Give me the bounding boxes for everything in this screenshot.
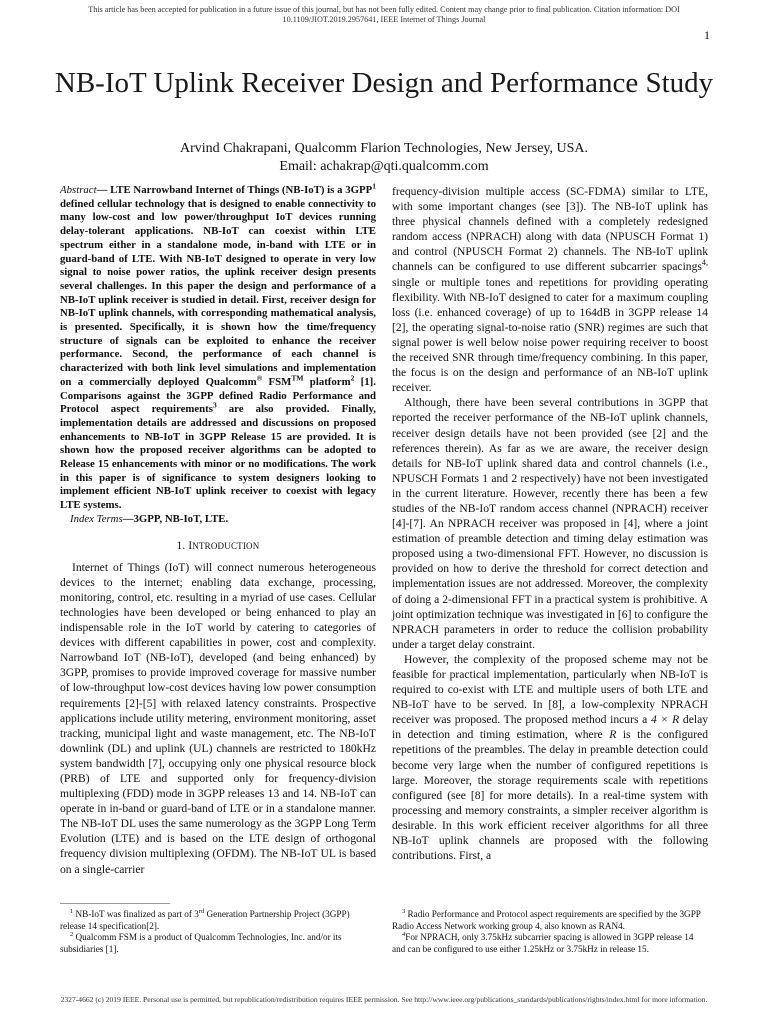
- body-text: delay in detection and timing estimation, where: [392, 713, 709, 742]
- section-number: 1. I: [176, 539, 193, 552]
- ordinal-suffix: rd: [198, 907, 205, 915]
- abstract: [60, 181, 376, 513]
- footnote-text: Radio Performance and Protocol aspect requirements are specified by the 3GPP Radio Access Network working group 4, also known as RAN4.: [392, 909, 701, 931]
- page-number: 1: [704, 28, 710, 42]
- footnote-divider: [60, 903, 170, 904]
- body-text: frequency-division multiple access (SC-FDMA) similar to LTE, with some important changes (see [3]). The NB-IoT uplink has three physical channels defined with a completely redesigned random access (NPRACH) along with data (NPUSCH Format 1) and control (NPUSCH Format 2) channels. The NB-IoT uplink channels can be configured to use different subcarrier spacings: [392, 185, 708, 274]
- footnote-text: Qualcomm FSM is a product of Qualcomm Technologies, Inc. and/or its subsidiaries [1].: [60, 932, 342, 954]
- footnote-text: NB-IoT was finalized as part of 3: [73, 909, 199, 919]
- footnote-number: 1: [70, 907, 74, 915]
- footnote-ref: 1: [372, 181, 376, 191]
- publication-notice: This article has been accepted for publication in a future issue of this journal, but has not been fully edited. Content may change prior to final publication. Citation information: DOI 10.1109/JIOT.2019.2957641, IEEE Internet of Things Journal: [88, 5, 680, 24]
- footnote-number: 3: [402, 907, 406, 915]
- footnote-number: 4: [402, 931, 406, 939]
- author-email: Email: achakrap@qti.qualcomm.com: [279, 159, 489, 174]
- footnote-ref: 4,: [701, 258, 708, 268]
- footnotes-left: [60, 909, 376, 955]
- index-terms-label: Index Terms: [70, 512, 123, 525]
- abstract-text: LTE Narrowband Internet of Things (NB-IoT) is a 3GPP: [107, 184, 373, 196]
- math-expression: R: [609, 728, 617, 742]
- body-text: is the configured repetitions of the preambles. The delay in preamble detection could become very large when the number of configured repetitions is large. Moreover, the storage requirements scale with repetitions configured (see [8] for more details). In a real-time system with processing and memory constraints, a simpler receiver algorithm is desirable. In this work efficient receiver algorithms for all three NB-IoT uplink channels are proposed with the following contributions. First, a: [392, 728, 709, 863]
- abstract-dash: —: [96, 184, 108, 196]
- body-text: However, the complexity of the proposed scheme may not be feasible for practical implementation, particularly when NB-IoT is required to co-exist with LTE and multiple users of both LTE and NB-IoT have to be served. In [8], a low-complexity NPRACH receiver was proposed. The proposed method incurs a: [392, 652, 708, 727]
- author-affiliation: Arvind Chakrapani, Qualcomm Flarion Technologies, New Jersey, USA.: [179, 141, 589, 156]
- index-terms-text: —3GPP, NB-IoT, LTE.: [122, 512, 229, 525]
- abstract-text: FSM: [262, 375, 292, 388]
- copyright-footer: 2327-4662 (c) 2019 IEEE. Personal use is permitted, but republication/redistribution requires IEEE permission. See http://www.ieee.org/publications_standards/publications/rights/index.html for more information.: [60, 995, 708, 1004]
- body-paragraph: [392, 184, 708, 395]
- paper-title: NB-IoT Uplink Receiver Design and Performance Study: [54, 67, 714, 99]
- body-paragraph: Internet of Things (IoT) will connect numerous heterogeneous devices to the internet; enabling data exchange, processing, monitoring, control, etc. resulting in a myriad of use cases. Cellular technologies have been developed or being enhanced to play an indispensable role in the IoT world by catering to categories of devices with different capabilities in power, cost and complexity. Narrowband IoT (NB-IoT), developed (and being enhanced) by 3GPP, promises to provide improved coverage for massive number of low-throughput low-cost devices having low power consumption requirements [2]-[5] with relaxed latency constraints. Prospective applications include utility metering, environment monitoring, asset tracking, municipal light and waste management, etc. The NB-IoT downlink (DL) and uplink (UL) channels are restricted to 180kHz system bandwidth [7], occupying only one physical resource block (PRB) of LTE and supported only for frequency-division multiplexing (FDD) mode in 3GPP releases 13 and 14. NB-IoT can operate in in-band or guard-band of LTE or in a standalone manner. The NB-IoT DL uses the same numerology as the 3GPP Long Term Evolution (LTE) and is based on the LTE design of orthogonal frequency division multiplexing (OFDM). The NB-IoT UL is based on a single-carrier: [60, 560, 376, 876]
- footnote-number: 2: [70, 931, 74, 939]
- footnotes-right: [392, 909, 708, 955]
- abstract-text: defined cellular technology that is designed to enable connectivity to many low-cost and low power/throughput IoT devices running delay-tolerant applications. NB-IoT can coexist within LTE spectrum either in a standalone mode, in-band with LTE or in guard-band of LTE. With NB-IoT designed to operate in very low signal to noise power ratios, the uplink receiver design presents several challenges. In this paper the design and performance of a NB-IoT uplink receiver is studied in detail. First, receiver design for NB-IoT uplink channels, with corresponding mathematical analysis, is presented. Specifically, it is shown how the time/frequency structure of signals can be exploited to enhance the receiver performance. Second, the performance of each channel is characterized with both link level simulations and implementation on a commercially deployed Qualcomm: [60, 197, 376, 388]
- math-expression: 4 × R: [651, 713, 680, 727]
- abstract-text: [1]. Comparisons against the 3GPP defined Radio Performance and Protocol aspect requirements: [60, 375, 376, 416]
- footnote: [60, 909, 376, 932]
- body-paragraph: Although, there have been several contributions in 3GPP that reported the receiver performance of the NB-IoT uplink channels, receiver design details have not been provided (see [2] and the references therein). As far as we are aware, the receiver design details for NB-IoT uplink shared data and control channels (i.e., NPUSCH Formats 1 and 2 respectively) have not been investigated in the current literature. However, recently there has been a few studies of the NB-IoT random access channel (NPRACH) receiver [4]-[7]. An NPRACH receiver was proposed in [4], where a joint estimation of preamble detection and timing delay estimation was proposed using a two-dimensional FFT. However, no discussion is provided on how to derive the threshold for correct detection and implementation issues are not addressed. Moreover, the complexity of doing a 2-dimensional FFT in a practical system is prohibitive. A joint optimization technique was investigated in [6] to configure the NPRACH parameters in order to reduce the collision probability under a target delay constraint.: [392, 396, 708, 651]
- trademark-mark: TM: [291, 373, 304, 383]
- abstract-text: platform: [303, 375, 351, 388]
- footnote-text: For NPRACH, only 3.75kHz subcarrier spacing is allowed in 3GPP release 14 and can be configured to use either 1.25kHz or 3.75kHz in release 15.: [392, 932, 694, 954]
- index-terms: [60, 513, 376, 527]
- footnote: [60, 932, 376, 955]
- section-title: NTRODUCTION: [192, 540, 260, 551]
- body-text: single or multiple tones and repetitions for providing operating flexibility. With NB-IoT designed to cater for a maximum coupling loss (i.e. enhanced coverage) of up to 164dB in 3GPP release 14 [2], the operating signal-to-noise ratio (SNR) regimes are such that signal power is well below noise power requiring receiver to boost the received SNR through time/frequency combining. In this paper, the focus is on the design and performance of an NB-IoT uplink receiver.: [392, 275, 708, 395]
- registered-mark: ®: [256, 373, 263, 383]
- footnote-ref: 2: [350, 373, 355, 383]
- left-column: [60, 181, 376, 877]
- footnote-text: Generation Partnership Project (3GPP) release 14 specification[2].: [60, 909, 350, 931]
- body-paragraph: [392, 652, 708, 863]
- section-heading: [60, 539, 376, 554]
- footnote-ref: 3: [212, 400, 217, 410]
- footnote: [392, 909, 708, 932]
- right-column: [392, 184, 708, 863]
- abstract-label: Abstract: [60, 184, 97, 196]
- footnote: [392, 932, 708, 955]
- author-block: [0, 140, 768, 176]
- abstract-text: are also provided. Finally, implementation details are addressed and discussions on proposed enhancements to NB-IoT in 3GPP Release 15 are provided. It is shown how the proposed receiver algorithms can be adopted to Release 15 enhancements with minor or no modifications. The work in this paper is of significance to system designers looking to implement efficient NB-IoT uplink receiver to coexist with legacy LTE systems.: [60, 403, 376, 512]
